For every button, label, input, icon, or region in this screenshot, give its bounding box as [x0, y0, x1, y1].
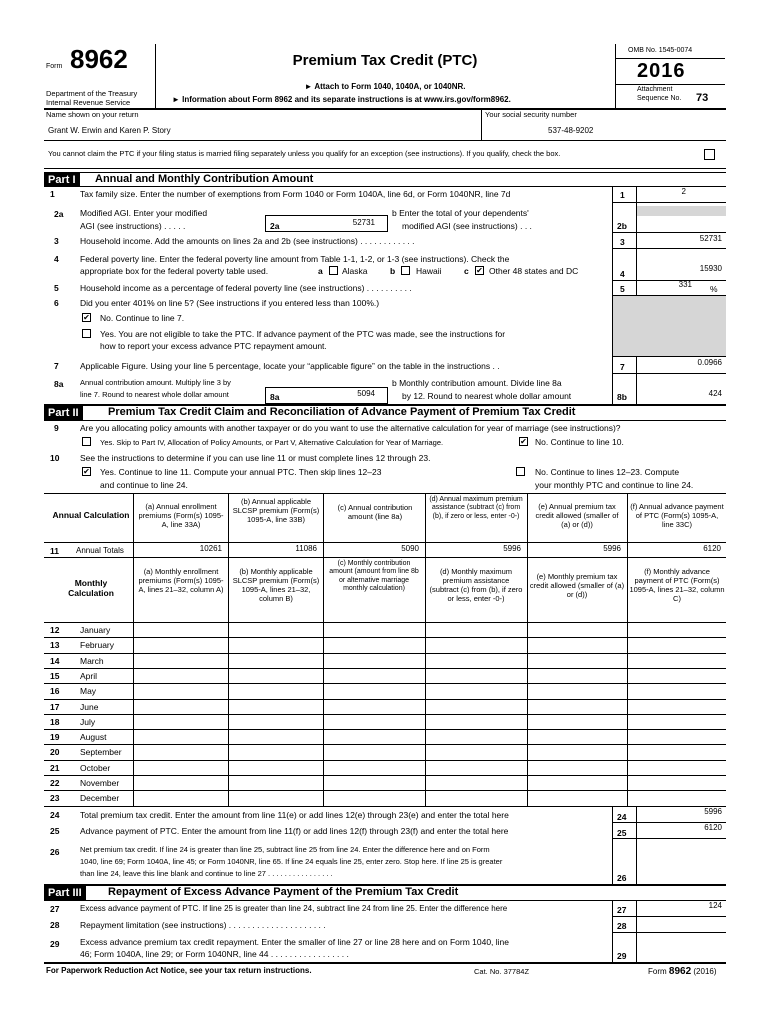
month-name: November [80, 778, 120, 788]
line-10-text: See the instructions to determine if you can use line 11 or must complete lines 12 through 23. [80, 453, 431, 463]
line-5-text: Household income as a percentage of federal poverty line (see instructions) . . . . . . . . . . [80, 283, 412, 293]
taxpayer-ssn[interactable]: 537-48-9202 [548, 126, 594, 135]
part3-title: Repayment of Excess Advance Payment of the Premium Tax Credit [108, 886, 459, 898]
month-line-number: 21 [50, 762, 60, 773]
line-11b-value[interactable]: 11086 [295, 544, 317, 553]
taxpayer-name[interactable]: Grant W. Erwin and Karen P. Story [48, 126, 171, 135]
part1-tag: Part I [44, 173, 80, 187]
line-2a-value[interactable]: 52731 [352, 218, 375, 227]
form-label: Form [46, 63, 63, 70]
line-10-no-text1: No. Continue to lines 12–23. Compute [535, 467, 680, 477]
line-10-no-text2: your monthly PTC and continue to line 24. [535, 480, 694, 490]
month-line-number: 16 [50, 686, 60, 697]
month-row-divider [44, 744, 726, 745]
line-6-yes-text2: how to report your excess advance PTC repayment amount. [100, 341, 327, 351]
line-6-text: Did you enter 401% on line 5? (See instructions if you entered less than 100%.) [80, 298, 380, 308]
month-name: May [80, 686, 97, 697]
month-row-divider [44, 790, 726, 791]
part2-title: Premium Tax Credit Claim and Reconciliation of Advance Payment of Premium Tax Credit [108, 406, 576, 418]
line-6-yes-checkbox[interactable] [82, 329, 91, 338]
month-row-divider [44, 683, 726, 684]
line-6-no-checkbox[interactable]: ✔ [83, 313, 90, 322]
line-11f-value[interactable]: 6120 [703, 544, 721, 553]
month-name: December [80, 793, 120, 804]
line-8a-text2: line 7. Round to nearest whole dollar amount [80, 390, 229, 399]
form-title: Premium Tax Credit (PTC) [292, 52, 478, 69]
line-24-text: Total premium tax credit. Enter the amount from line 11(e) or add lines 12(e) through 23(e) and enter the total here [80, 810, 509, 820]
info-line: ► Information about Form 8962 and its separate instructions is at www.irs.gov/form8962. [172, 95, 511, 104]
month-row-divider [44, 714, 726, 715]
month-row-divider [44, 729, 726, 730]
line-8a-value[interactable]: 5094 [357, 389, 375, 398]
line-1-text: Tax family size. Enter the number of exemptions from Form 1040 or Form 1040A, line 6d, or Form 1040NR, line 7d [80, 189, 511, 199]
month-line-number: 18 [50, 716, 60, 727]
month-name: June [80, 701, 99, 712]
name-label: Name shown on your return [46, 110, 139, 119]
alaska-checkbox[interactable] [329, 266, 338, 275]
line-26-text2: 1040, line 69; Form 1040A, line 45; or Form 1040NR, line 65. If line 24 equals line 25, enter zero. Stop here. If line 25 is greater [80, 857, 503, 866]
annual-calculation-label: Annual Calculation [52, 510, 130, 520]
month-name: September [80, 747, 122, 758]
month-line-number: 13 [50, 640, 60, 651]
line-25-value[interactable]: 6120 [704, 823, 722, 832]
line-27-text: Excess advance payment of PTC. If line 25 is greater than line 24, subtract line 24 from line 25. Enter the difference here [80, 904, 508, 913]
line-24-value[interactable]: 5996 [704, 807, 722, 816]
line-5-value[interactable]: 331 [678, 280, 692, 289]
part3-tag: Part III [44, 886, 86, 900]
month-line-number: 12 [50, 625, 60, 635]
month-name: August [80, 732, 107, 743]
month-row-divider [44, 668, 726, 669]
line-11c-value[interactable]: 5090 [401, 544, 419, 553]
sequence-number: 73 [696, 92, 709, 104]
month-name: April [80, 670, 98, 681]
line-1-num: 1 [50, 189, 55, 199]
month-name: October [80, 762, 111, 773]
other-48-states-checkbox[interactable]: ✔ [476, 266, 483, 275]
month-row-divider [44, 637, 726, 638]
month-line-number: 20 [50, 747, 60, 758]
line-1-value[interactable]: 2 [681, 187, 686, 196]
line-3-value[interactable]: 52731 [699, 234, 722, 243]
line-10-yes-text1: Yes. Continue to line 11. Compute your annual PTC. Then skip lines 12–23 [100, 467, 382, 477]
month-row-divider [44, 653, 726, 654]
line-9-text: Are you allocating policy amounts with another taxpayer or do you want to use the alternative calculation for year of marriage (see instructions)? [80, 423, 621, 433]
form-number: 8962 [70, 44, 128, 74]
month-line-number: 19 [50, 732, 60, 743]
irs-label: Internal Revenue Service [46, 98, 131, 107]
line-8a-text1: Annual contribution amount. Multiply line 3 by [80, 378, 231, 387]
month-line-number: 17 [50, 701, 60, 712]
line-2b-text2: modified AGI (see instructions) . . . [402, 221, 532, 231]
line-26-text1: Net premium tax credit. If line 24 is greater than line 25, subtract line 25 from line 24. Enter the difference here and on Form [80, 845, 490, 854]
line-10-yes-text2: and continue to line 24. [100, 480, 188, 490]
line-9-yes-checkbox[interactable] [82, 437, 91, 446]
line-11e-value[interactable]: 5996 [603, 544, 621, 553]
line-10-yes-checkbox[interactable]: ✔ [83, 467, 90, 476]
line-26-text3: than line 24, leave this line blank and continue to line 27 . . . . . . . . . . . . . . . . [80, 869, 333, 878]
month-line-number: 23 [50, 793, 60, 804]
line-29-text1: Excess advance premium tax credit repayment. Enter the smaller of line 27 or line 28 here and on Form 1040, line [80, 937, 509, 947]
exception-checkbox[interactable] [704, 149, 715, 160]
line-10-no-checkbox[interactable] [516, 467, 525, 476]
annual-totals-label: Annual Totals [76, 546, 124, 555]
line-2a-text2: AGI (see instructions) . . . . . [80, 221, 186, 231]
month-row-divider [44, 806, 726, 807]
line-4-text1: Federal poverty line. Enter the federal poverty line amount from Table 1-1, 1-2, or 1-3 (see instructions). Check the [80, 254, 510, 264]
catalog-number: Cat. No. 37784Z [474, 967, 530, 976]
line-11a-value[interactable]: 10261 [199, 544, 222, 553]
line-8b-text1: b Monthly contribution amount. Divide line 8a [392, 378, 562, 388]
month-line-number: 22 [50, 778, 60, 788]
attach-line: ► Attach to Form 1040, 1040A, or 1040NR. [304, 82, 466, 91]
line-3-text: Household income. Add the amounts on lines 2a and 2b (see instructions) . . . . . . . . . . . . [80, 236, 415, 246]
footer-form-ref: Form 8962 (2016) [648, 966, 717, 977]
attachment-label: Attachment [637, 86, 673, 93]
line-7-text: Applicable Figure. Using your line 5 percentage, locate your “applicable figure” on the table in the instructions . . [80, 361, 500, 371]
monthly-calculation-label: Monthly Calculation [68, 578, 114, 599]
month-row-divider [44, 775, 726, 776]
line-9-no-text: No. Continue to line 10. [535, 437, 624, 447]
month-line-number: 15 [50, 670, 60, 681]
line-25-text: Advance payment of PTC. Enter the amount from line 11(f) or add lines 12(f) through 23(f) and enter the total here [80, 826, 509, 836]
dept-treasury: Department of the Treasury [46, 89, 138, 98]
line-11d-value[interactable]: 5996 [503, 544, 521, 553]
month-line-number: 14 [50, 655, 60, 666]
line-8b-value[interactable]: 424 [708, 389, 722, 398]
line-27-value[interactable]: 124 [708, 901, 722, 910]
part1-title: Annual and Monthly Contribution Amount [95, 173, 314, 185]
part2-tag: Part II [44, 406, 83, 420]
month-name: February [80, 640, 115, 651]
hawaii-checkbox[interactable] [401, 266, 410, 275]
month-name: March [80, 655, 104, 666]
line-29-text2: 46; Form 1040A, line 29; or Form 1040NR, line 44 . . . . . . . . . . . . . . . . . [80, 949, 349, 959]
month-row-divider [44, 699, 726, 700]
ssn-label: Your social security number [485, 110, 577, 119]
omb-number: OMB No. 1545-0074 [628, 47, 693, 54]
line-9-yes-text: Yes. Skip to Part IV, Allocation of Policy Amounts, or Part V, Alternative Calculation for Year of Marriage. [100, 438, 444, 447]
line-4-value[interactable]: 15930 [699, 264, 722, 273]
filing-status-notice: You cannot claim the PTC if your filing status is married filing separately unless you qualify for an exception (see instructions). If you qualify, check the box. [48, 149, 561, 158]
line-28-text: Repayment limitation (see instructions) . . . . . . . . . . . . . . . . . . . . . [80, 920, 326, 930]
line-8b-text2: by 12. Round to nearest whole dollar amount [402, 391, 572, 401]
line-4-text2: appropriate box for the federal poverty table used. [80, 266, 269, 276]
line-7-value[interactable]: 0.0966 [697, 358, 722, 367]
line-2b-text1: b Enter the total of your dependents' [392, 208, 529, 218]
line-9-no-checkbox[interactable]: ✔ [520, 437, 527, 446]
sequence-label: Sequence No. [637, 95, 682, 102]
month-name: July [80, 716, 96, 727]
month-row-divider [44, 760, 726, 761]
tax-year: 2016 [637, 60, 686, 82]
paperwork-notice: For Paperwork Reduction Act Notice, see your tax return instructions. [46, 966, 312, 975]
line-6-no-text: No. Continue to line 7. [100, 313, 185, 323]
line-2a-text1: Modified AGI. Enter your modified [80, 208, 208, 218]
month-name: January [80, 625, 111, 635]
line-6-yes-text1: Yes. You are not eligible to take the PTC. If advance payment of the PTC was made, see the instructions for [100, 329, 506, 339]
